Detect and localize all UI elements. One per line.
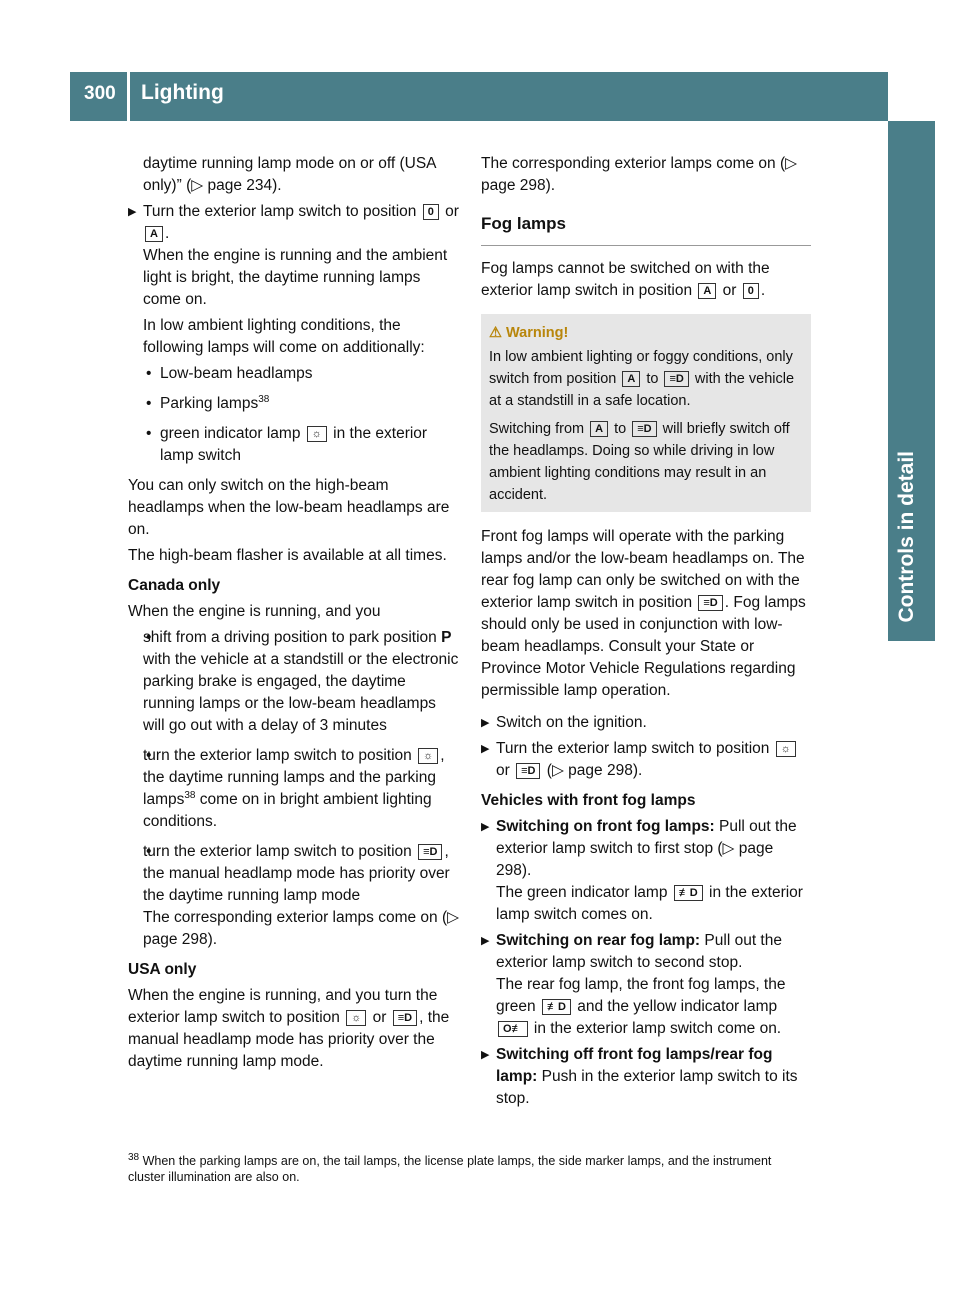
position-0-icon: 0 xyxy=(423,204,439,220)
warning-icon: ⚠ xyxy=(489,325,502,341)
warning-text: In low ambient lighting or foggy conditions, only switch from position A to ≡D with the vehicle at a standstill in a safe location. xyxy=(489,349,795,409)
low-beam-icon: ≡D xyxy=(664,371,688,387)
section-label: Controls in detail xyxy=(895,451,918,623)
page-title: Lighting xyxy=(141,81,224,104)
paragraph: When the engine is running, and you turn the exterior lamp switch to position ☼ or ≡D , the manual headlamp mode has priority over the daytime running lamp mode. xyxy=(128,987,450,1070)
list-item: • Parking lamps$^{38}$ xyxy=(128,393,460,415)
low-beam-icon: ≡D xyxy=(632,421,656,437)
page-number: 300 xyxy=(84,83,116,104)
instruction-step: ▶ Switching on rear fog lamp: Pull out the exterior lamp switch to second stop. The rear fog lamp, the front fog lamps, the green ≢D and the yellow indicator lamp O≢ in the exterior lamp switch come on. xyxy=(481,930,811,1040)
parking-lamp-icon: ☼ xyxy=(776,741,796,757)
result-text: The corresponding exterior lamps come on (▷ page 298). xyxy=(143,909,460,948)
instruction-step: ▶ Turn the exterior lamp switch to position ☼ or ≡D (▷ page 298). xyxy=(481,738,811,782)
header-divider xyxy=(127,72,130,121)
footnote xyxy=(128,1153,808,1185)
result-text: When the engine is running and the ambient light is bright, the daytime running lamps come on. xyxy=(143,247,448,308)
footnote-number: 38 xyxy=(128,1151,140,1163)
instruction-step: ▶ Switch on the ignition. xyxy=(481,712,811,734)
front-fog-icon: ≢D xyxy=(542,999,571,1015)
list-item: • turn the exterior lamp switch to position ☼ , the daytime running lamps and the parking lamps$^{38}$ come on in bright ambient lighting conditions. xyxy=(128,745,460,833)
section-tab xyxy=(888,121,935,641)
list-item: • turn the exterior lamp switch to position ≡D , the manual headlamp mode has priority over the daytime running lamp mode The corresponding exterior lamps come on (▷ page 298). xyxy=(128,841,460,951)
paragraph: The high-beam flasher is available at all times. xyxy=(128,547,447,564)
subheading: USA only xyxy=(128,961,197,978)
parking-lamp-icon: ☼ xyxy=(346,1010,366,1026)
front-fog-icon: ≢D xyxy=(674,885,703,901)
instruction-step: ▶ Switching off front fog lamps/rear fog lamp: Push in the exterior lamp switch to its stop. xyxy=(481,1044,811,1110)
position-0-icon: 0 xyxy=(743,283,759,299)
auto-icon: A xyxy=(622,371,640,387)
right-column xyxy=(481,153,811,1114)
low-beam-icon: ≡D xyxy=(698,595,722,611)
instruction-step: ▶ Turn the exterior lamp switch to position 0 or A . When the engine is running and the ambient light is bright, the daytime running lamps come on. xyxy=(128,201,460,311)
paragraph: Fog lamps cannot be switched on with the exterior lamp switch in position A or 0 . xyxy=(481,260,770,299)
warning-title: ⚠ Warning! xyxy=(489,325,569,341)
section-heading: Fog lamps xyxy=(481,213,811,246)
footnote-text: When the parking lamps are on, the tail lamps, the license plate lamps, the side marker lamps, and the instrument cluster illumination are also on. xyxy=(128,1154,772,1184)
instruction-step: ▶ Switching on front fog lamps: Pull out the exterior lamp switch to first stop (▷ page 298). The green indicator lamp ≢D in the exterior lamp switch comes on. xyxy=(481,816,811,926)
subheading: Canada only xyxy=(128,577,221,594)
low-beam-icon: ≡D xyxy=(418,844,442,860)
parking-lamp-icon: ☼ xyxy=(307,426,327,442)
paragraph: Front fog lamps will operate with the parking lamps and/or the low-beam headlamps on. The rear fog lamp can only be switched on with the exterior lamp switch in position ≡D . Fog lamps should only be used in conjunction with low-beam headlamps. Consult your State or Province Motor Vehicle Regulations regarding permissible lamp operation. xyxy=(481,528,806,699)
page-header xyxy=(70,72,888,121)
auto-icon: A xyxy=(698,283,716,299)
paragraph: When the engine is running, and you xyxy=(128,603,381,620)
paragraph: The corresponding exterior lamps come on (▷ page 298). xyxy=(481,155,798,194)
list-item: • green indicator lamp ☼ in the exterior lamp switch xyxy=(128,423,460,467)
warning-text: Switching from A to ≡D will briefly switch off the headlamps. Doing so while driving in low ambient lighting conditions may result in an accident. xyxy=(489,421,790,503)
left-column xyxy=(128,153,460,1077)
parking-lamp-icon: ☼ xyxy=(418,748,438,764)
low-beam-icon: ≡D xyxy=(393,1010,417,1026)
low-beam-icon: ≡D xyxy=(516,763,540,779)
paragraph: In low ambient lighting conditions, the following lamps will come on additionally: xyxy=(143,317,425,356)
continued-text: daytime running lamp mode on or off (USA only)” (▷ page 234). xyxy=(143,155,436,194)
rear-fog-icon: O≢ xyxy=(498,1021,528,1037)
paragraph: You can only switch on the high-beam headlamps when the low-beam headlamps are on. xyxy=(128,477,450,538)
subheading: Vehicles with front fog lamps xyxy=(481,792,696,809)
list-item: • Low-beam headlamps xyxy=(128,363,460,385)
list-item: • shift from a driving position to park position P with the vehicle at a standstill or the electronic parking brake is engaged, the daytime running lamps or the low-beam headlamps will go out with a delay of 3 minutes xyxy=(128,627,460,737)
warning-box xyxy=(481,314,811,512)
auto-icon: A xyxy=(145,226,163,242)
auto-icon: A xyxy=(590,421,608,437)
